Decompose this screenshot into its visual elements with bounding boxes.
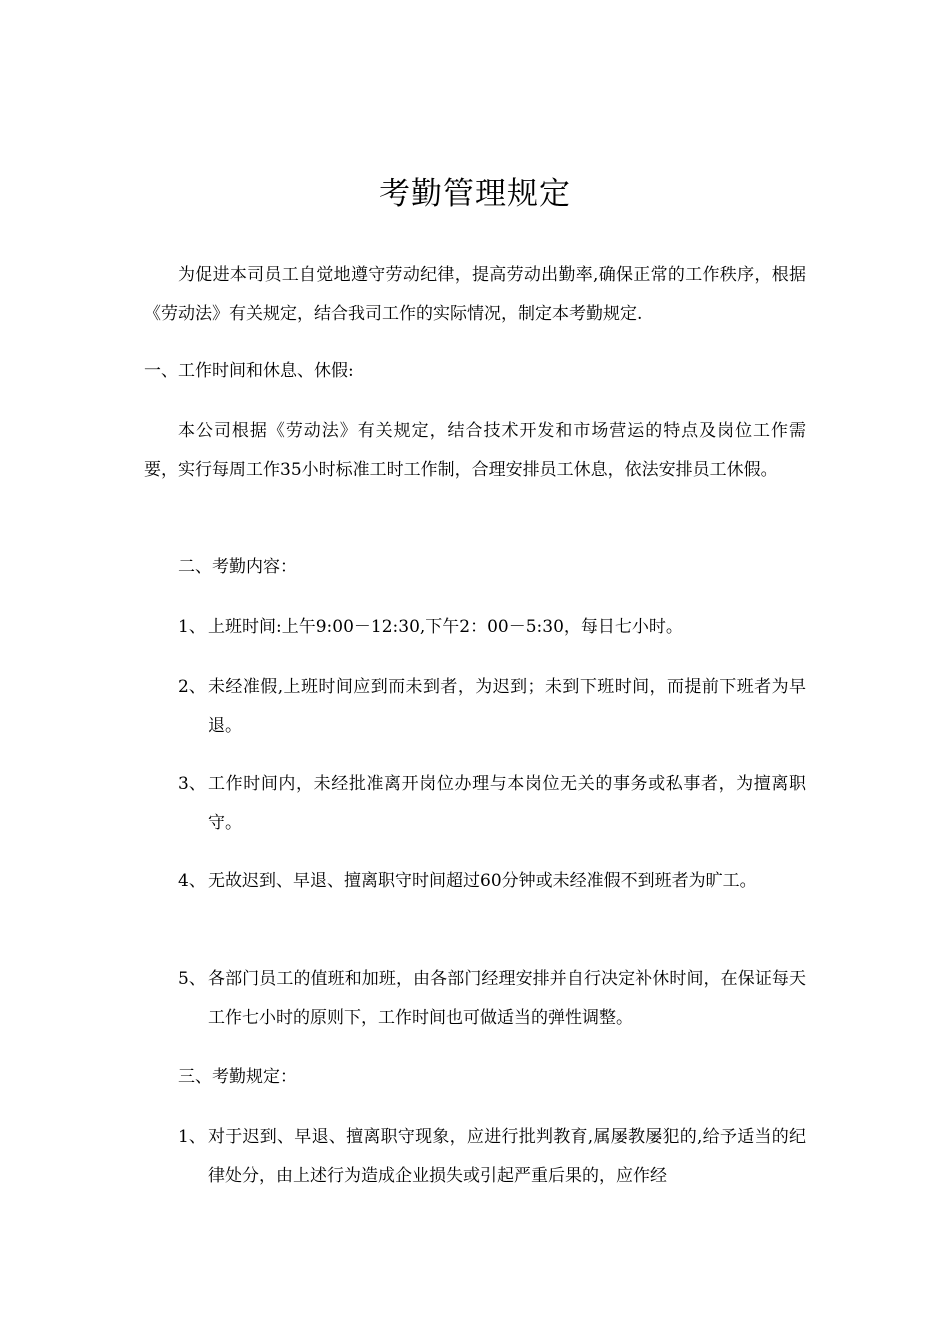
list-item-number: 5、 — [178, 969, 206, 989]
list-item-number: 2、 — [178, 677, 206, 697]
list-item-number: 3、 — [178, 774, 206, 794]
list-item-number: 1、 — [178, 1127, 206, 1147]
section-3-heading: 三、考勤规定： — [178, 1067, 297, 1087]
list-item-text: 未经准假,上班时间应到而未到者，为迟到；未到下班时间，而提前下班者为早退。 — [208, 677, 806, 736]
list-item-text: 各部门员工的值班和加班，由各部门经理安排并自行决定补休时间，在保证每天工作七小时的原则下，工作时间也可做适当的弹性调整。 — [208, 969, 806, 1028]
list-item — [178, 1118, 806, 1196]
list-item — [178, 668, 806, 746]
list-item-number: 4、 — [178, 871, 206, 891]
list-item — [178, 960, 806, 1038]
list-item-text: 无故迟到、早退、擅离职守时间超过60分钟或未经准假不到班者为旷工。 — [208, 871, 757, 891]
list-item — [178, 765, 806, 843]
list-item-text: 工作时间内，未经批准离开岗位办理与本岗位无关的事务或私事者，为擅离职守。 — [208, 774, 806, 833]
list-item-text: 对于迟到、早退、擅离职守现象，应进行批判教育,属屡教屡犯的,给予适当的纪律处分，由上述行为造成企业损失或引起严重后果的，应作经 — [208, 1127, 806, 1186]
list-item — [178, 862, 806, 901]
intro-paragraph: 为促进本司员工自觉地遵守劳动纪律，提高劳动出勤率,确保正常的工作秩序，根据《劳动法》有关规定，结合我司工作的实际情况，制定本考勤规定. — [144, 265, 806, 324]
section-2-heading: 二、考勤内容： — [178, 557, 297, 577]
section-1-body: 本公司根据《劳动法》有关规定，结合技术开发和市场营运的特点及岗位工作需要，实行每周工作35小时标准工时工作制，合理安排员工休息，依法安排员工休假。 — [144, 421, 806, 480]
list-item — [178, 608, 806, 647]
list-item-text: 上班时间:上午9:00－12:30,下午2：00－5:30，每日七小时。 — [208, 617, 683, 637]
list-item-number: 1、 — [178, 617, 206, 637]
document-title: 考勤管理规定 — [379, 176, 571, 212]
section-1-heading: 一、工作时间和休息、休假: — [144, 361, 354, 381]
